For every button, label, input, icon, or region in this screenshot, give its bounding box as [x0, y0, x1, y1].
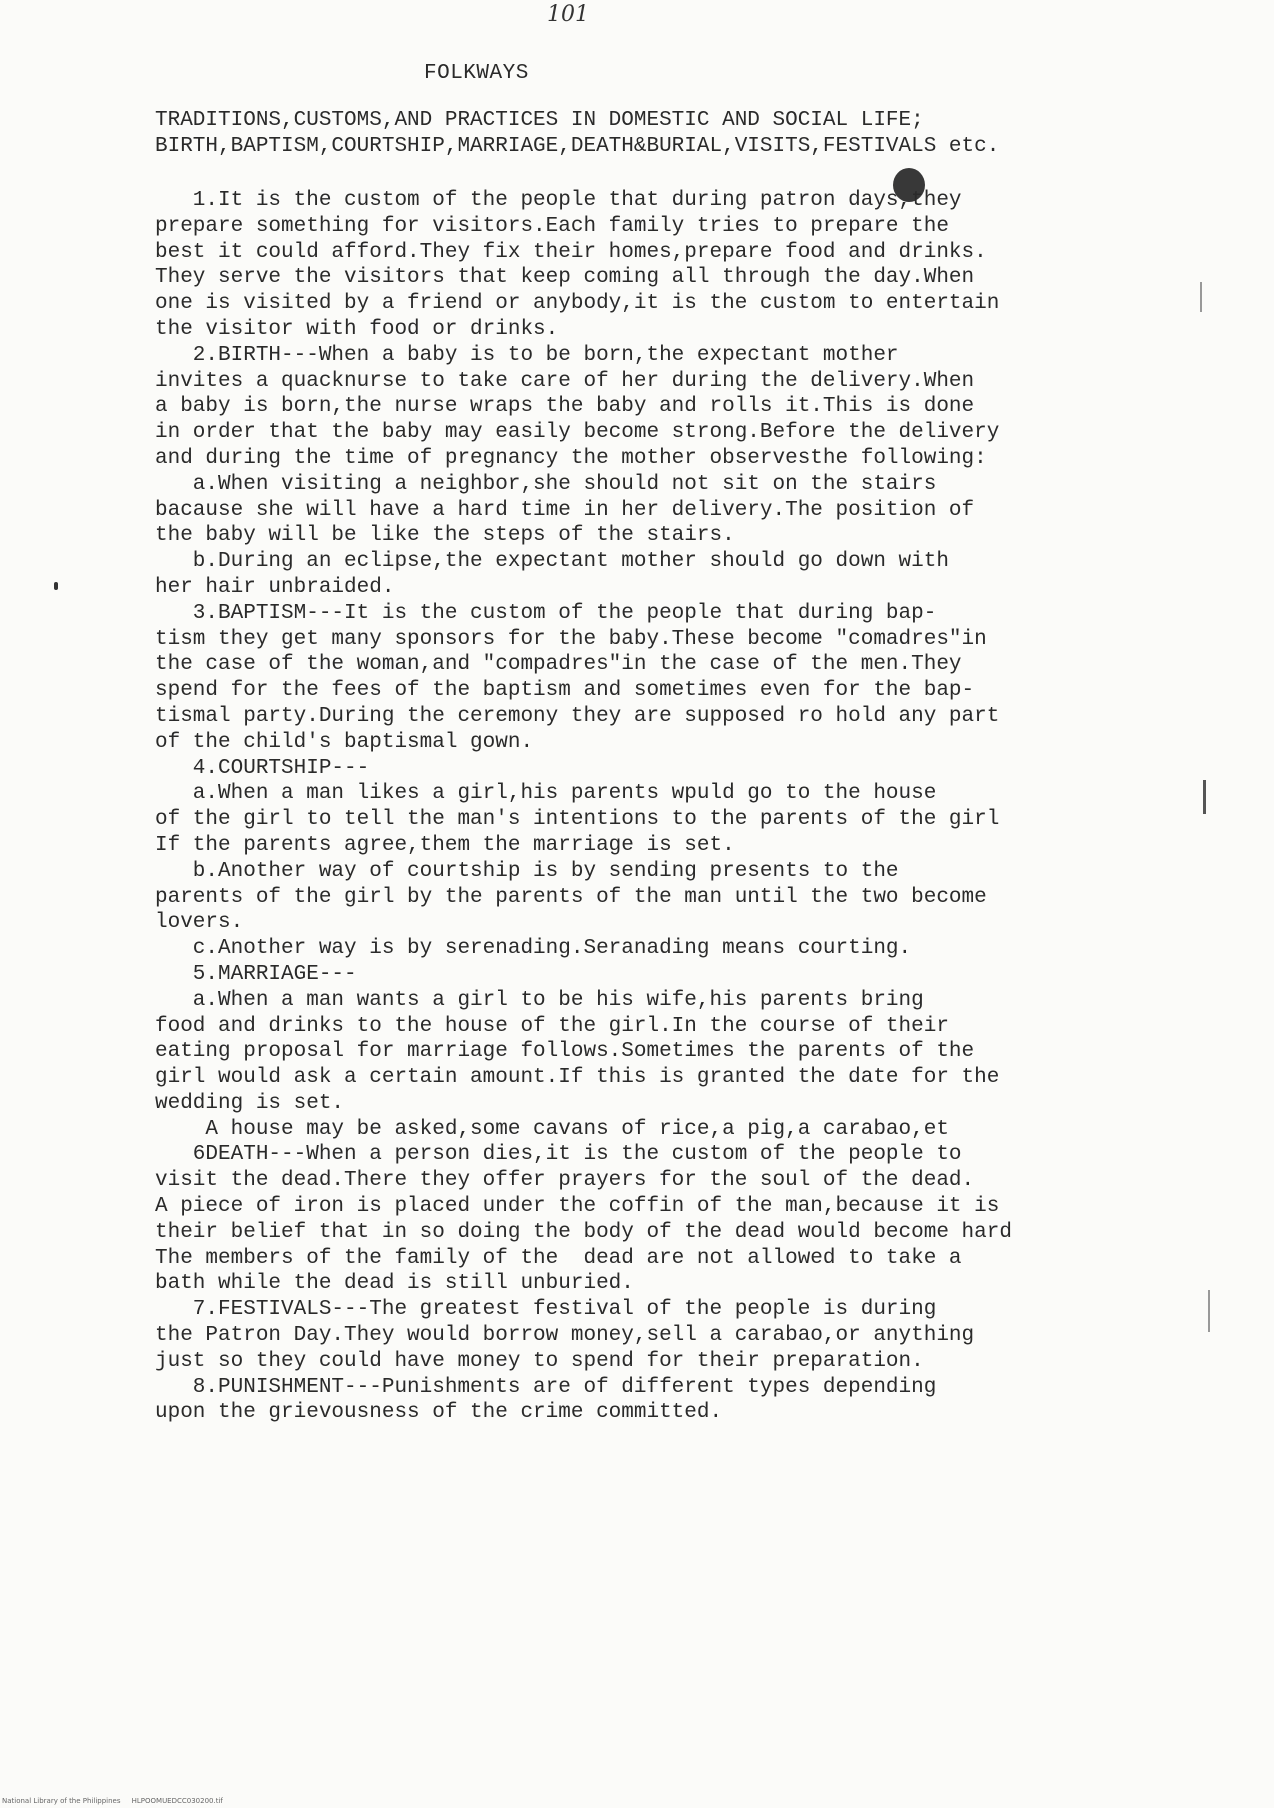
- body-line: 1.It is the custom of the people that during patron days,they: [155, 189, 962, 212]
- body-line: b.During an eclipse,the expectant mother should go down with: [155, 550, 949, 574]
- body-line: A piece of iron is placed under the coffin of the man,because it is: [155, 1195, 1000, 1219]
- body-line: of the child's baptismal gown.: [155, 730, 534, 754]
- body-line: tismal party.During the ceremony they are supposed ro hold any part: [155, 704, 1000, 728]
- body-line: 4.COURTSHIP---: [155, 756, 370, 780]
- body-line: The members of the family of the dead are not allowed to take a: [155, 1246, 962, 1270]
- body-line: They serve the visitors that keep coming all through the day.When: [155, 266, 975, 290]
- body-line: the baby will be like the steps of the stairs.: [155, 524, 735, 548]
- body-line: and during the time of pregnancy the mother observesthe following:: [155, 446, 987, 470]
- subheading-line: TRADITIONS,CUSTOMS,AND PRACTICES IN DOMESTIC AND SOCIAL LIFE;: [155, 109, 924, 132]
- body-line: A house may be asked,some cavans of rice,a pig,a carabao,et: [155, 1117, 949, 1141]
- body-line: 7.FESTIVALS---The greatest festival of the people is during: [155, 1298, 937, 1322]
- body-line: girl would ask a certain amount.If this is granted the date for the: [155, 1066, 1000, 1090]
- body-line: the visitor with food or drinks.: [155, 317, 559, 341]
- body-line: spend for the fees of the baptism and sometimes even for the bap-: [155, 679, 975, 703]
- body-line: parents of the girl by the parents of the man until the two become: [155, 885, 987, 909]
- body-line: tism they get many sponsors for the baby.These become "comadres"in: [155, 627, 987, 651]
- body-line: invites a quacknurse to take care of her during the delivery.When: [155, 369, 975, 393]
- body-line: food and drinks to the house of the girl.In the course of their: [155, 1014, 949, 1038]
- body-line: bacause she will have a hard time in her delivery.The position of: [155, 498, 975, 522]
- body-line: a.When visiting a neighbor,she should not sit on the stairs: [155, 472, 937, 496]
- document-heading: FOLKWAYS: [424, 62, 529, 85]
- body-line: lovers.: [155, 911, 244, 935]
- body-line: eating proposal for marriage follows.Sometimes the parents of the: [155, 1040, 975, 1064]
- body-line: 6DEATH---When a person dies,it is the custom of the people to: [155, 1143, 962, 1167]
- document-body: [155, 188, 1215, 1426]
- body-line: prepare something for visitors.Each family tries to prepare the: [155, 214, 949, 238]
- body-line: c.Another way is by serenading.Seranading means courting.: [155, 937, 912, 961]
- body-line: best it could afford.They fix their homes,prepare food and drinks.: [155, 240, 987, 264]
- body-line: just so they could have money to spend for their preparation.: [155, 1349, 924, 1373]
- body-line: her hair unbraided.: [155, 575, 395, 599]
- body-line: 5.MARRIAGE---: [155, 962, 357, 986]
- body-line: 2.BIRTH---When a baby is to be born,the expectant mother: [155, 343, 899, 367]
- body-line: in order that the baby may easily become strong.Before the delivery: [155, 421, 1000, 445]
- body-line: 8.PUNISHMENT---Punishments are of different types depending: [155, 1375, 937, 1399]
- ink-speck: [54, 582, 58, 590]
- body-line: bath while the dead is still unburied.: [155, 1272, 634, 1296]
- body-line: one is visited by a friend or anybody,it is the custom to entertain: [155, 292, 1000, 316]
- body-line: a baby is born,the nurse wraps the baby and rolls it.This is done: [155, 395, 975, 419]
- subheading-line: BIRTH,BAPTISM,COURTSHIP,MARRIAGE,DEATH&BURIAL,VISITS,FESTIVALS etc.: [155, 134, 1000, 158]
- document-subheading: [155, 108, 999, 160]
- body-line: a.When a man likes a girl,his parents wpuld go to the house: [155, 782, 937, 806]
- body-line: wedding is set.: [155, 1091, 345, 1115]
- body-line: a.When a man wants a girl to be his wife,his parents bring: [155, 988, 924, 1012]
- body-line: 3.BAPTISM---It is the custom of the people that during bap-: [155, 601, 937, 625]
- body-line: the case of the woman,and "compadres"in the case of the men.They: [155, 653, 962, 677]
- body-line: their belief that in so doing the body of the dead would become hard: [155, 1220, 1012, 1244]
- body-line: upon the grievousness of the crime committed.: [155, 1401, 723, 1425]
- body-line: the Patron Day.They would borrow money,sell a carabao,or anything: [155, 1324, 975, 1348]
- body-line: If the parents agree,them the marriage is set.: [155, 833, 735, 857]
- body-line: of the girl to tell the man's intentions to the parents of the girl: [155, 808, 1000, 832]
- body-line: visit the dead.There they offer prayers for the soul of the dead.: [155, 1169, 975, 1193]
- page-number: 101: [547, 2, 589, 27]
- body-line: b.Another way of courtship is by sending presents to the: [155, 859, 899, 883]
- archive-footer: National Library of the Philippines HLPOOMUEDCC030200.tif: [2, 1797, 223, 1805]
